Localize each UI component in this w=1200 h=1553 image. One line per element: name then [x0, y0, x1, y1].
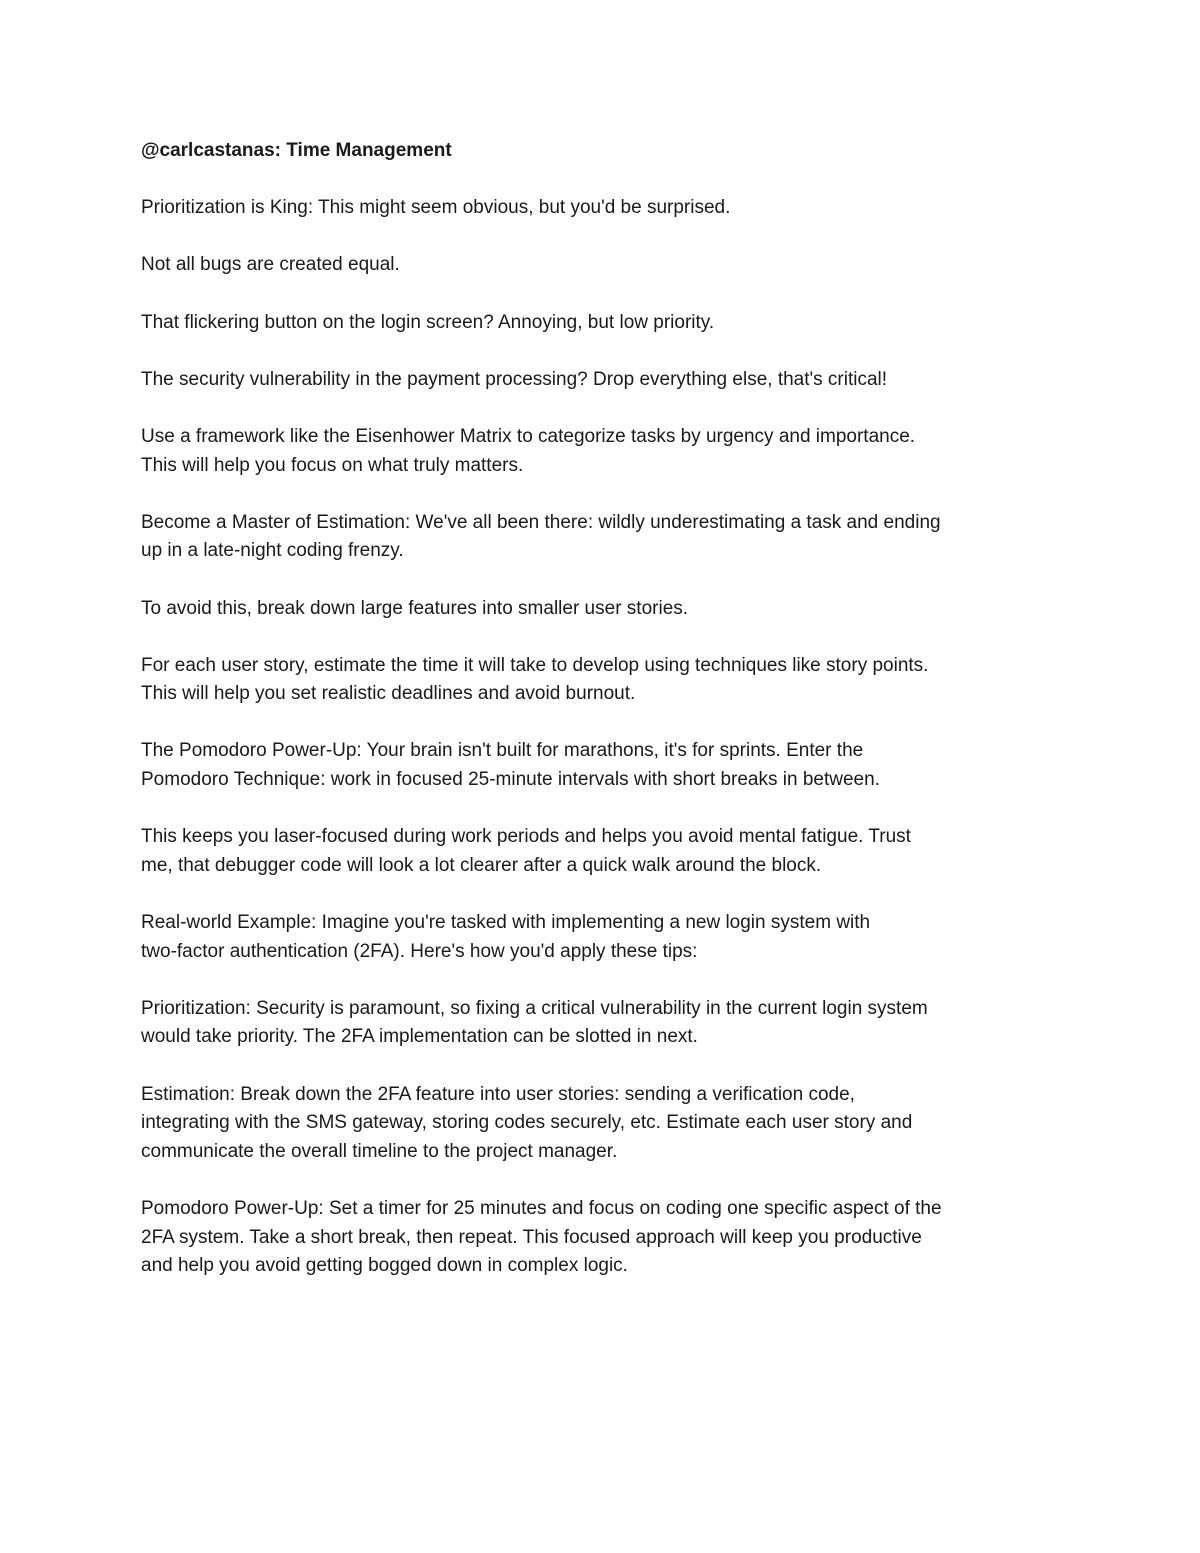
- paragraph-line: Pomodoro Power-Up: Set a timer for 25 minutes and focus on coding one specific aspect of the: [141, 1197, 942, 1219]
- paragraph: [141, 737, 1066, 794]
- paragraph-line: That flickering button on the login screen? Annoying, but low priority.: [141, 311, 715, 333]
- paragraph-line: This will help you set realistic deadlines and avoid burnout.: [141, 683, 636, 705]
- paragraph-line: integrating with the SMS gateway, storing codes securely, etc. Estimate each user story and: [141, 1112, 913, 1134]
- paragraph-line: The security vulnerability in the payment processing? Drop everything else, that's critical!: [141, 368, 888, 390]
- paragraph: [141, 366, 1066, 395]
- paragraph: [141, 194, 1066, 223]
- paragraph-line: Prioritization: Security is paramount, so fixing a critical vulnerability in the current login system: [141, 997, 928, 1019]
- document-title: @carlcastanas: Time Management: [141, 140, 452, 161]
- document-body: [141, 137, 1066, 1309]
- paragraph: [141, 823, 1066, 880]
- paragraph-line: would take priority. The 2FA implementation can be slotted in next.: [141, 1026, 698, 1048]
- paragraph-line: Not all bugs are created equal.: [141, 254, 400, 276]
- paragraph: [141, 1081, 1066, 1167]
- paragraph-line: To avoid this, break down large features into smaller user stories.: [141, 597, 689, 619]
- paragraph: [141, 652, 1066, 709]
- paragraph: [141, 423, 1066, 480]
- paragraph-line: This keeps you laser-focused during work periods and helps you avoid mental fatigue. Trust: [141, 826, 911, 848]
- paragraph-line: up in a late-night coding frenzy.: [141, 540, 404, 562]
- paragraph-line: and help you avoid getting bogged down in complex logic.: [141, 1255, 628, 1277]
- paragraph-list: [141, 194, 1066, 1281]
- paragraph-line: Prioritization is King: This might seem obvious, but you'd be surprised.: [141, 197, 731, 219]
- paragraph-line: This will help you focus on what truly matters.: [141, 454, 524, 476]
- paragraph: [141, 995, 1066, 1052]
- paragraph: [141, 1195, 1066, 1281]
- paragraph: [141, 595, 1066, 624]
- paragraph-line: me, that debugger code will look a lot clearer after a quick walk around the block.: [141, 854, 822, 876]
- paragraph-line: Real-world Example: Imagine you're tasked with implementing a new login system with: [141, 912, 871, 934]
- paragraph-line: Estimation: Break down the 2FA feature into user stories: sending a verification code,: [141, 1083, 855, 1105]
- paragraph-line: For each user story, estimate the time it will take to develop using techniques like story points.: [141, 654, 929, 676]
- paragraph-line: Pomodoro Technique: work in focused 25-minute intervals with short breaks in between.: [141, 769, 880, 791]
- paragraph-line: Become a Master of Estimation: We've all been there: wildly underestimating a task and ending: [141, 511, 941, 533]
- paragraph-line: Use a framework like the Eisenhower Matrix to categorize tasks by urgency and importance.: [141, 425, 916, 447]
- paragraph: [141, 909, 1066, 966]
- paragraph-line: The Pomodoro Power-Up: Your brain isn't built for marathons, it's for sprints. Enter the: [141, 740, 864, 762]
- paragraph: [141, 309, 1066, 338]
- paragraph: [141, 509, 1066, 566]
- paragraph-line: 2FA system. Take a short break, then repeat. This focused approach will keep you productive: [141, 1226, 922, 1248]
- paragraph-line: communicate the overall timeline to the project manager.: [141, 1140, 618, 1162]
- paragraph-line: two-factor authentication (2FA). Here's how you'd apply these tips:: [141, 940, 698, 962]
- paragraph: [141, 251, 1066, 280]
